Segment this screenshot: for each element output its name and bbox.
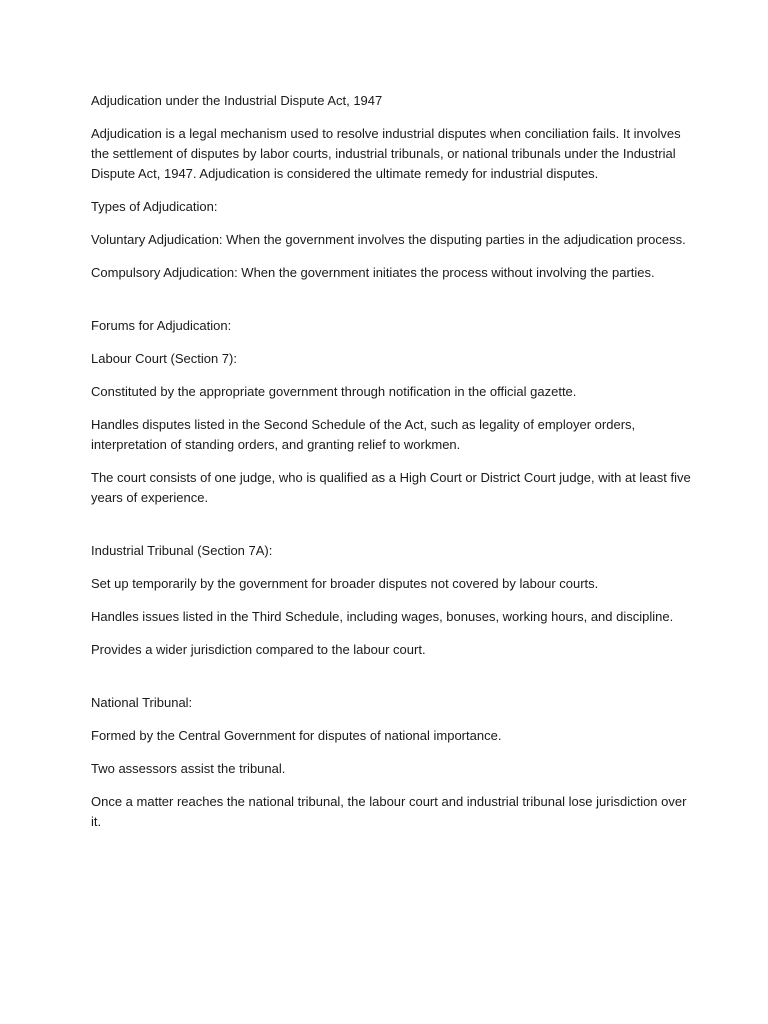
intro-paragraph: Adjudication is a legal mechanism used to resolve industrial disputes when conciliation fails. It involves the settlement of disputes by labor courts, industrial tribunals, or national tribunals under the Industrial Dispute Act, 1947. Adjudication is considered the ultimate remedy for industrial disputes. [91,126,681,181]
industrial-tribunal-heading: Industrial Tribunal (Section 7A): [91,543,273,558]
forums-heading: Forums for Adjudication: [91,318,232,333]
industrial-tribunal-point: Set up temporarily by the government for broader disputes not covered by labour courts. [91,576,599,591]
national-tribunal-point: Once a matter reaches the national tribunal, the labour court and industrial tribunal lose jurisdiction over it. [91,794,687,829]
national-tribunal-point: Two assessors assist the tribunal. [91,761,286,776]
industrial-tribunal-point: Provides a wider jurisdiction compared to the labour court. [91,642,426,657]
document-body [91,91,691,845]
spacer [91,521,691,541]
labour-court-point: Handles disputes listed in the Second Schedule of the Act, such as legality of employer orders, interpretation of standing orders, and granting relief to workmen. [91,417,636,452]
type-compulsory: Compulsory Adjudication: When the government initiates the process without involving the parties. [91,265,655,280]
labour-court-heading: Labour Court (Section 7): [91,351,237,366]
industrial-tribunal-point: Handles issues listed in the Third Schedule, including wages, bonuses, working hours, and discipline. [91,609,674,624]
labour-court-point: Constituted by the appropriate government through notification in the official gazette. [91,384,577,399]
spacer [91,673,691,693]
type-voluntary: Voluntary Adjudication: When the government involves the disputing parties in the adjudication process. [91,232,686,247]
labour-court-point: The court consists of one judge, who is qualified as a High Court or District Court judge, with at least five years of experience. [91,470,691,505]
document-title: Adjudication under the Industrial Dispute Act, 1947 [91,93,383,108]
types-heading: Types of Adjudication: [91,199,218,214]
spacer [91,296,691,316]
national-tribunal-heading: National Tribunal: [91,695,193,710]
national-tribunal-point: Formed by the Central Government for disputes of national importance. [91,728,502,743]
